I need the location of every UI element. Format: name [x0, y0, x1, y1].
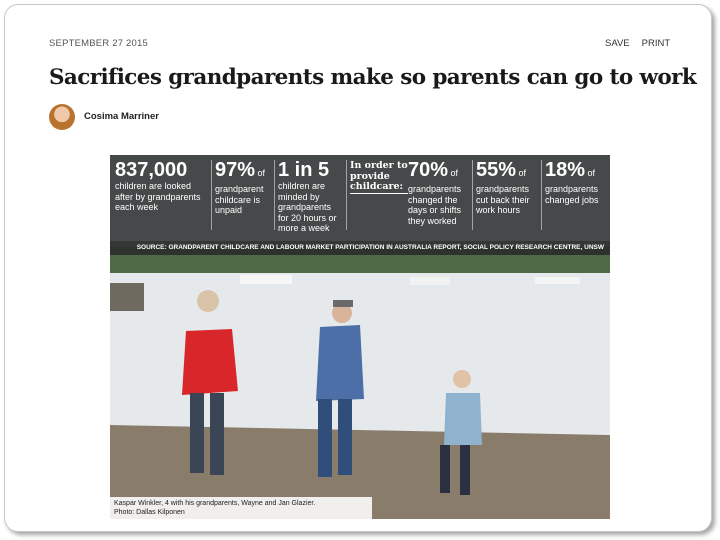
article-photo — [110, 155, 610, 519]
stat-lead-text: In order to provide childcare: — [350, 160, 408, 192]
stat-unpaid: 97% of grandparent childcare is unpaid — [215, 159, 266, 215]
article-date: SEPTEMBER 27 2015 — [49, 38, 148, 49]
stat-changed-jobs: 18% of grandparents changed jobs — [545, 159, 599, 205]
article-actions — [605, 38, 682, 49]
infographic-panel — [110, 155, 610, 241]
stat-changed-shifts: 70% of grandparents changed the days or shifts they worked — [408, 159, 462, 226]
photo-caption: Kaspar Winkler, 4 with his grandparents, Wayne and Jan Glazier. Photo: Dallas Kilponen — [110, 497, 372, 519]
stat-one-in-five: 1 in 5 children are minded by grandparents for 20 hours or more a week — [278, 159, 337, 233]
stat-cut-hours: 55% of grandparents cut back their work hours — [476, 159, 530, 215]
slide-frame — [4, 4, 712, 532]
author-avatar[interactable] — [49, 104, 75, 130]
save-link[interactable]: SAVE — [605, 38, 630, 49]
article-headline: Sacrifices grandparents make so parents can go to work — [49, 65, 697, 90]
infographic-source: SOURCE: GRANDPARENT CHILDCARE AND LABOUR MARKET PARTICIPATION IN AUSTRALIA REPORT, SOCIAL POLICY RESEARCH CENTRE, UNSW — [110, 241, 610, 255]
stat-children-count: 837,000 children are looked after by grandparents each week — [115, 159, 201, 212]
print-link[interactable]: PRINT — [641, 38, 671, 49]
author-name[interactable]: Cosima Marriner — [84, 111, 159, 122]
